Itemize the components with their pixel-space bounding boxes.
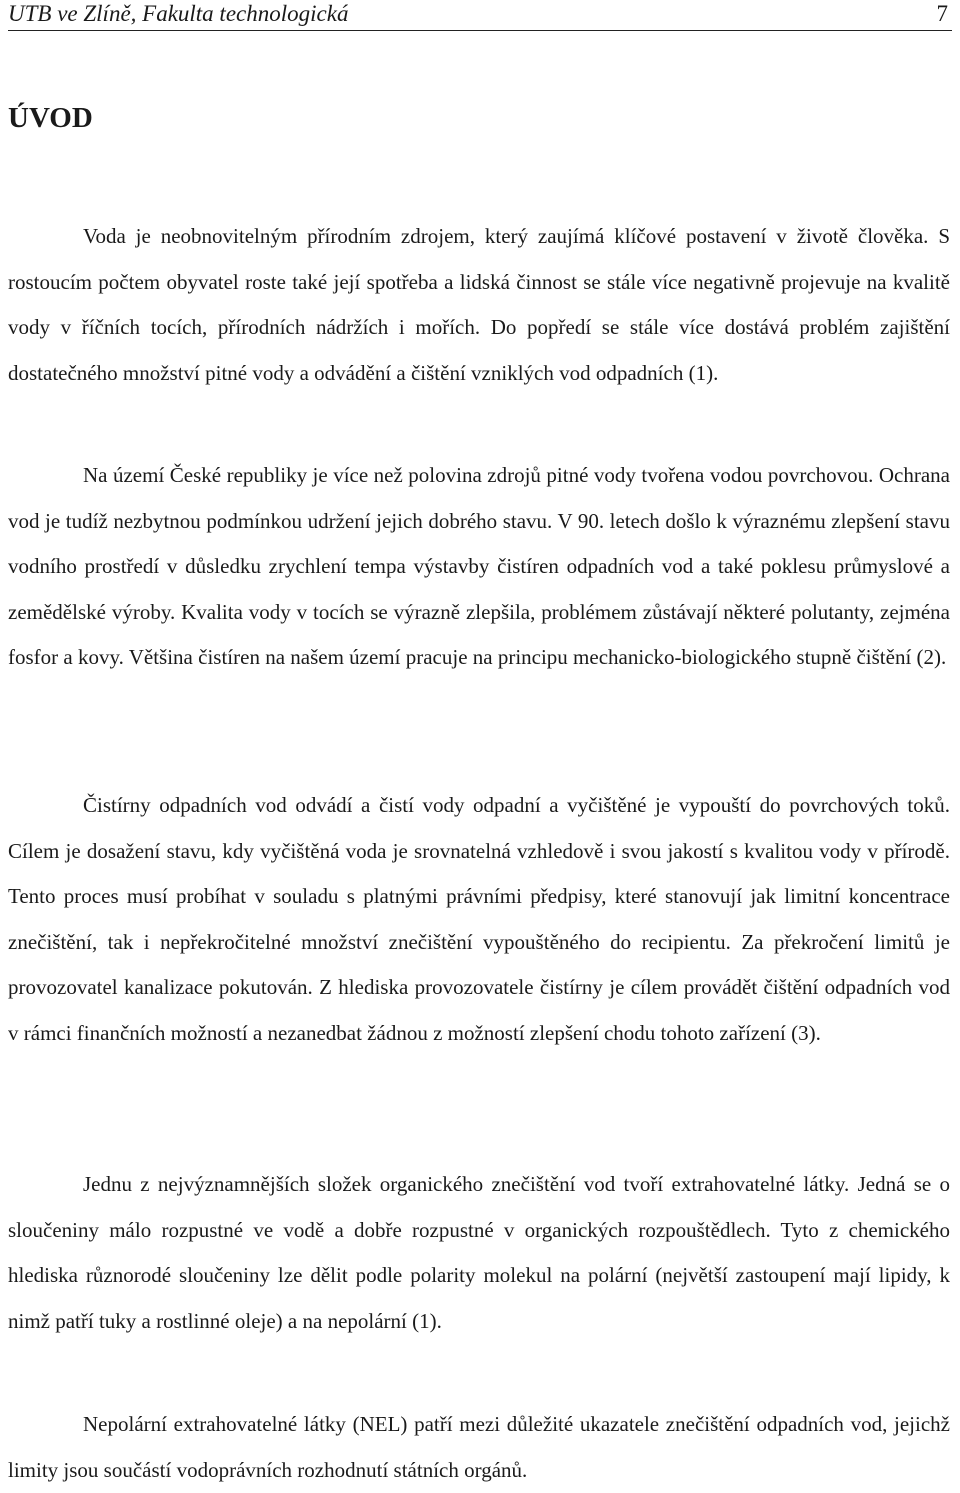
paragraph-3: Čistírny odpadních vod odvádí a čistí vody odpadní a vyčištěné je vypouští do povrchových toků. Cílem je dosažení stavu, kdy vyčištěná voda je srovnatelná vzhledově i svou jakostí s kvalitou vody v přírodě. Tento proces musí probíhat v souladu s platnými právními předpisy, které stanovují jak limitní koncentrace znečištění, tak i nepřekročitelné množství znečištění vypouštěného do recipientu. Za překročení limitů je provozovatel kanalizace pokutován. Z hlediska provozovatele čistírny je cílem provádět čištění odpadních vod v rámci finančních možností a nezanedbat žádnou z možností zlepšení chodu tohoto zařízení (3). — [8, 793, 950, 1045]
header-title: UTB ve Zlíně, Fakulta technologická — [8, 1, 349, 26]
running-header — [8, 0, 952, 31]
chapter-heading: ÚVOD — [8, 102, 93, 134]
paragraph-2: Na území České republiky je více než polovina zdrojů pitné vody tvořena vodou povrchovou. Ochrana vod je tudíž nezbytnou podmínkou udržení jejich dobrého stavu. V 90. letech došlo k výraznému zlepšení stavu vodního prostředí v důsledku zrychlení tempa výstavby čistíren odpadních vod a také poklesu průmyslové a zemědělské výroby. Kvalita vody v tocích se výrazně zlepšila, problémem zůstávají některé polutanty, zejména fosfor a kovy. Většina čistíren na našem území pracuje na principu mechanicko-biologického stupně čištění (2). — [8, 463, 950, 669]
page-number: 7 — [936, 1, 948, 26]
paragraph-1: Voda je neobnovitelným přírodním zdrojem, který zaujímá klíčové postavení v životě člověka. S rostoucím počtem obyvatel roste také její spotřeba a lidská činnost se stále více negativně projevuje na kvalitě vody v říčních tocích, přírodních nádržích i mořích. Do popředí se stále více dostává problém zajištění dostatečného množství pitné vody a odvádění a čištění vzniklých vod odpadních (1). — [8, 224, 950, 385]
paragraph-4: Jednu z nejvýznamnějších složek organického znečištění vod tvoří extrahovatelné látky. Jedná se o sloučeniny málo rozpustné ve vodě a dobře rozpustné v organických rozpouštědlech. Tyto z chemického hlediska různorodé sloučeniny lze dělit podle polarity molekul na polární (největší zastoupení mají lipidy, k nimž patří tuky a rostlinné oleje) a na nepolární (1). — [8, 1172, 950, 1333]
paragraph-5: Nepolární extrahovatelné látky (NEL) patří mezi důležité ukazatele znečištění odpadních vod, jejichž limity jsou součástí vodoprávních rozhodnutí státních orgánů. — [8, 1412, 950, 1482]
